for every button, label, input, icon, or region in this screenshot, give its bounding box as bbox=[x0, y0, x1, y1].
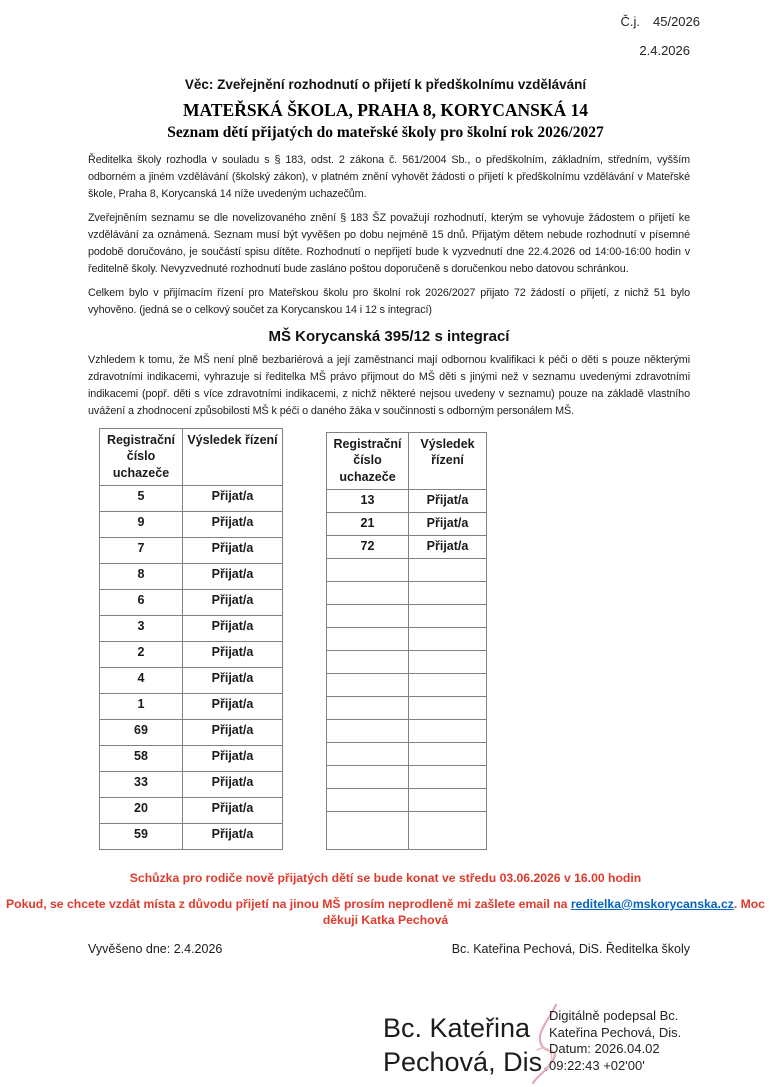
result-header: Výsledek řízení bbox=[409, 433, 487, 490]
digital-signature bbox=[383, 1003, 695, 1085]
result-cell: Přijat/a bbox=[183, 771, 283, 797]
meeting-notice: Schůzka pro rodiče nově přijatých dětí se bude konat ve středu 03.06.2026 v 16.00 hodin bbox=[129, 870, 642, 885]
reg-number-cell: 1 bbox=[100, 693, 183, 719]
reg-number-cell: 72 bbox=[327, 535, 409, 558]
reg-number-cell bbox=[327, 581, 409, 604]
result-cell: Přijat/a bbox=[409, 535, 487, 558]
empty-table-row bbox=[327, 696, 487, 719]
result-cell: Přijat/a bbox=[183, 745, 283, 771]
signature-name-line2: Pechová, Dis. bbox=[383, 1047, 550, 1077]
result-cell bbox=[409, 604, 487, 627]
reg-number-cell: 6 bbox=[100, 589, 183, 615]
result-cell bbox=[409, 650, 487, 673]
empty-table-row bbox=[327, 627, 487, 650]
result-cell bbox=[409, 811, 487, 849]
result-cell bbox=[409, 719, 487, 742]
table-row bbox=[100, 511, 283, 537]
table-row bbox=[100, 615, 283, 641]
empty-table-row bbox=[327, 811, 487, 849]
result-cell bbox=[409, 558, 487, 581]
document-title: Seznam dětí přijatých do mateřské školy pro školní rok 2026/2027 bbox=[167, 124, 604, 141]
results-table-left bbox=[99, 428, 283, 850]
result-cell: Přijat/a bbox=[183, 823, 283, 849]
totals-paragraph: Celkem bylo v přijímacím řízení pro Mateřskou školu pro školní rok 2026/2027 přijato 72 žádostí o přijetí, z nichž 51 bylo vyhověno. (jedná se o celkový součet za Korycanskou 14 i 12 s integrací) bbox=[88, 287, 690, 316]
result-cell: Přijat/a bbox=[183, 641, 283, 667]
result-cell: Přijat/a bbox=[183, 589, 283, 615]
empty-table-row bbox=[327, 673, 487, 696]
table-row bbox=[100, 797, 283, 823]
result-cell: Přijat/a bbox=[409, 489, 487, 512]
table-row bbox=[100, 823, 283, 849]
result-cell bbox=[409, 788, 487, 811]
reg-number-cell: 8 bbox=[100, 563, 183, 589]
result-cell: Přijat/a bbox=[409, 512, 487, 535]
signature-detail-line: 09:22:43 +02'00' bbox=[549, 1057, 645, 1073]
result-cell: Přijat/a bbox=[183, 797, 283, 823]
table-row bbox=[100, 771, 283, 797]
reference-number: 45/2026 bbox=[653, 14, 700, 29]
section-heading: MŠ Korycanská 395/12 s integrací bbox=[268, 328, 510, 345]
signature-detail-line: Kateřina Pechová, Dis. bbox=[549, 1024, 682, 1040]
table-row bbox=[100, 485, 283, 511]
result-cell: Přijat/a bbox=[183, 485, 283, 511]
school-title: MATEŘSKÁ ŠKOLA, PRAHA 8, KORYCANSKÁ 14 bbox=[183, 100, 588, 120]
reg-number-cell: 7 bbox=[100, 537, 183, 563]
reg-number-cell: 33 bbox=[100, 771, 183, 797]
reference-line bbox=[0, 14, 771, 29]
reg-number-cell bbox=[327, 673, 409, 696]
reg-number-cell bbox=[327, 696, 409, 719]
empty-table-row bbox=[327, 581, 487, 604]
waiver-text: Pokud, se chcete vzdát místa z důvodu přijetí na jinou MŠ prosím neprodleně mi zašlete email na bbox=[6, 896, 568, 911]
reg-number-header: Registrační číslo uchazeče bbox=[327, 433, 409, 490]
result-header: Výsledek řízení bbox=[183, 429, 283, 486]
table-row bbox=[100, 641, 283, 667]
reg-number-cell bbox=[327, 719, 409, 742]
table-row bbox=[327, 535, 487, 558]
table-row bbox=[100, 563, 283, 589]
result-cell: Přijat/a bbox=[183, 615, 283, 641]
signature-details bbox=[549, 1008, 681, 1085]
empty-table-row bbox=[327, 765, 487, 788]
empty-table-row bbox=[327, 719, 487, 742]
result-cell bbox=[409, 696, 487, 719]
result-cell bbox=[409, 742, 487, 765]
reg-number-cell bbox=[327, 765, 409, 788]
reg-number-cell: 69 bbox=[100, 719, 183, 745]
reg-number-cell: 3 bbox=[100, 615, 183, 641]
reg-number-cell bbox=[327, 627, 409, 650]
result-cell: Přijat/a bbox=[183, 693, 283, 719]
results-table-right bbox=[326, 432, 487, 850]
signature-name-line1: Bc. Kateřina bbox=[383, 1013, 531, 1043]
publication-paragraph: Zveřejněním seznamu se dle novelizovaného znění § 183 ŠZ považují rozhodnutí, kterým se vyhovuje žádostem o přijetí ke vzdělávání za oznámená. Seznam musí být vyvěšen po dobu nejméně 15 dnů. Přijatým dětem nebude rozhodnutí v písemné podobě doručováno, je součástí spisu dítěte. Rozhodnutí o nepřijetí bude k vyzvednutí dne 22.4.2026 od 14:00-16:00 hodin v ředitelně školy. Nevyzvednuté rozhodnutí bude zasláno poštou doporučeně s doručenkou nebo datovou schránkou. bbox=[88, 212, 690, 275]
reference-label: Č.j. bbox=[620, 14, 640, 29]
result-cell bbox=[409, 765, 487, 788]
waiver-notice bbox=[0, 896, 771, 929]
reg-number-cell bbox=[327, 650, 409, 673]
reg-number-cell bbox=[327, 811, 409, 849]
table-row bbox=[100, 719, 283, 745]
reg-number-cell: 20 bbox=[100, 797, 183, 823]
right-table-body bbox=[327, 489, 487, 849]
waiver-suffix: . Moc děkuji Katka Pechová bbox=[322, 896, 765, 928]
table-header-row bbox=[327, 433, 487, 490]
results-tables bbox=[99, 428, 771, 850]
reg-number-cell: 5 bbox=[100, 485, 183, 511]
result-cell: Přijat/a bbox=[183, 563, 283, 589]
reg-number-cell bbox=[327, 742, 409, 765]
empty-table-row bbox=[327, 742, 487, 765]
empty-table-row bbox=[327, 604, 487, 627]
intro-paragraph: Ředitelka školy rozhodla v souladu s § 183, odst. 2 zákona č. 561/2004 Sb., o předškolním, základním, středním, vyšším odborném a jiném vzdělávání (školský zákon), v platném znění vyhovět žádosti o přijetí k předškolnímu vzdělávání v Mateřské škole, Praha 8, Korycanská 14 níže uvedeným uchazečům. bbox=[88, 154, 690, 200]
table-row bbox=[327, 489, 487, 512]
signature-name bbox=[383, 1011, 550, 1085]
result-cell bbox=[409, 627, 487, 650]
reg-number-cell bbox=[327, 558, 409, 581]
subject-line: Věc: Zveřejnění rozhodnutí o přijetí k předškolnímu vzdělávání bbox=[184, 77, 587, 92]
reg-number-cell: 9 bbox=[100, 511, 183, 537]
result-cell bbox=[409, 673, 487, 696]
table-row bbox=[100, 667, 283, 693]
result-cell: Přijat/a bbox=[183, 537, 283, 563]
table-row bbox=[327, 512, 487, 535]
result-cell: Přijat/a bbox=[183, 719, 283, 745]
reg-number-header: Registrační číslo uchazeče bbox=[100, 429, 183, 486]
empty-table-row bbox=[327, 558, 487, 581]
document-date: 2.4.2026 bbox=[639, 43, 690, 58]
result-cell: Přijat/a bbox=[183, 511, 283, 537]
reg-number-cell bbox=[327, 604, 409, 627]
reg-number-cell: 58 bbox=[100, 745, 183, 771]
empty-table-row bbox=[327, 788, 487, 811]
document-body bbox=[0, 152, 771, 420]
signature-detail-line: Digitálně podepsal Bc. bbox=[549, 1008, 679, 1023]
reg-number-cell: 59 bbox=[100, 823, 183, 849]
posted-row bbox=[88, 942, 690, 956]
reg-number-cell bbox=[327, 788, 409, 811]
signatory-name: Bc. Kateřina Pechová, DiS. Ředitelka školy bbox=[451, 941, 690, 956]
reg-number-cell: 13 bbox=[327, 489, 409, 512]
signature-detail-line: Datum: 2026.04.02 bbox=[549, 1041, 660, 1056]
table-row bbox=[100, 589, 283, 615]
table-row bbox=[100, 693, 283, 719]
left-table-body bbox=[100, 485, 283, 849]
table-header-row bbox=[100, 429, 283, 486]
posted-date: Vyvěšeno dne: 2.4.2026 bbox=[88, 941, 223, 956]
reg-number-cell: 2 bbox=[100, 641, 183, 667]
table-row bbox=[100, 537, 283, 563]
result-cell: Přijat/a bbox=[183, 667, 283, 693]
result-cell bbox=[409, 581, 487, 604]
empty-table-row bbox=[327, 650, 487, 673]
table-row bbox=[100, 745, 283, 771]
email-link[interactable]: reditelka@mskorycanska.cz bbox=[570, 896, 734, 911]
reg-number-cell: 4 bbox=[100, 667, 183, 693]
reg-number-cell: 21 bbox=[327, 512, 409, 535]
integration-paragraph: Vzhledem k tomu, že MŠ není plně bezbariérová a její zaměstnanci mají odbornou kvalifikaci k péči o děti s pouze některými zdravotními indikacemi, vyhrazuje si ředitelka MŠ právo přijmout do MŠ děti s jinými než v seznamu uvedenými zdravotními indikacemi (popř. děti s více zdravotními indikacemi, z nichž některé nejsou uvedeny v seznamu) pouze na základě vlastního uvážení a zhodnocení způsobilosti MŠ k péči o daného žáka v součinnosti s odborným personálem MŠ. bbox=[88, 354, 690, 417]
